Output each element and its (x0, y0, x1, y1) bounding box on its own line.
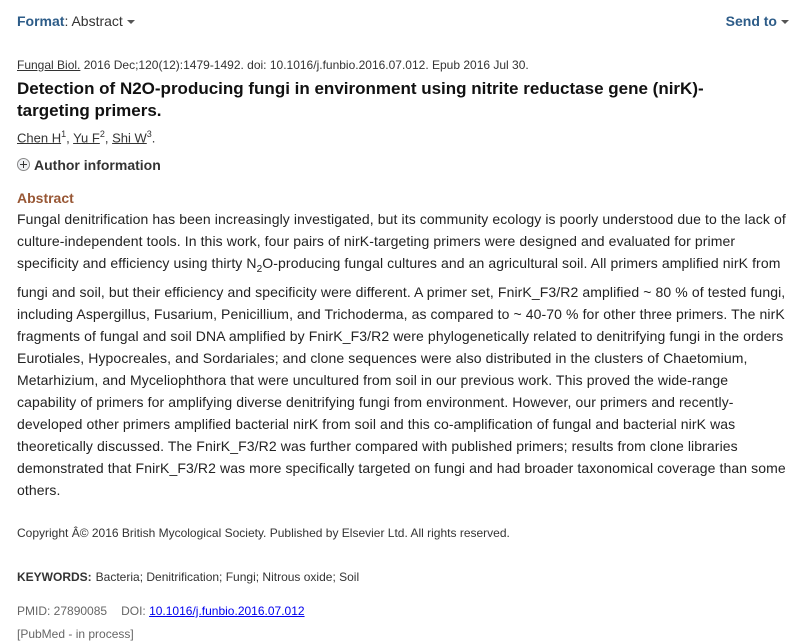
abstract-heading: Abstract (17, 190, 74, 206)
abstract-text-part: O-producing fungal cultures and an agricultural soil. All primers amplified nirK from fungi and soil, but their efficiency and specificity were different. A primer set, FnirK_F3/R2 amplified ~ 80 % of tested fungi, including Aspergillus, Fusarium, Penicillium, and Trichoderma, as compared to ~ 40-70 % for other three primers. The nirK fragments of fungal and soil DNA amplified by FnirK_F3/R2 were phylogenetically related to denitrifying fungi in the orders Eurotiales, Hypocreales, and Sordariales; and clone sequences were also distributed in the clusters of Chaetomium, Metarhizium, and Myceliophthora that were uncultured from soil in our previous work. This proved the wide-range capability of primers for amplifying diverse denitrifying fungi from environment. However, our primers and recently-developed other primers amplified bacterial nirK from soil and this co-amplification of fungal and bacterial nirK was theoretically discussed. The FnirK_F3/R2 was further compared with published primers; results from clone libraries demonstrated that FnirK_F3/R2 was more specifically targeted on fungi and had broader taxonomical coverage than some others. (17, 255, 786, 498)
keywords-values: Bacteria; Denitrification; Fungi; Nitrous oxide; Soil (95, 570, 360, 584)
send-to-label: Send to (725, 13, 777, 29)
abstract-text (17, 208, 789, 501)
author-link[interactable]: Chen H (17, 130, 62, 146)
identifiers (17, 604, 305, 618)
article-title: Detection of N2O-producing fungi in environment using nitrite reductase gene (nirK)-targeting primers. (17, 79, 704, 120)
pmid: PMID: 27890085 (17, 604, 108, 618)
abstract-subscript: 2 (256, 263, 263, 275)
top-bar (17, 13, 789, 33)
author-link[interactable]: Shi W (112, 130, 147, 146)
author-affiliation-number[interactable]: 3 (146, 129, 152, 139)
journal-link[interactable]: Fungal Biol. (17, 58, 81, 72)
abstract-text-part: Fungal denitrification has been increasingly investigated, but its community ecology is poorly understood due to the lack of culture-independent tools. In this work, four pairs of nirK-targeting primers were designed and evaluated for primer specificity and efficiency using thirty N (17, 211, 786, 271)
author-affiliation-number[interactable]: 1 (61, 129, 67, 139)
author-affiliation-number[interactable]: 2 (99, 129, 105, 139)
citation (17, 58, 529, 72)
format-value: Abstract (71, 13, 123, 29)
chevron-down-icon (127, 20, 135, 24)
expand-plus-icon[interactable] (17, 158, 30, 171)
keywords (17, 570, 359, 584)
format-label: Format (17, 13, 65, 29)
author-list: Chen $H^1$, Yu $F^2$, Shi $W^3$. (17, 129, 156, 146)
pubmed-status: [PubMed - in process] (17, 627, 134, 641)
author-information-toggle[interactable] (17, 157, 161, 173)
citation-details: 2016 Dec;120(12):1479-1492. doi: 10.1016/j.funbio.2016.07.012. Epub 2016 Jul 30. (83, 58, 529, 72)
chevron-down-icon (781, 20, 789, 24)
copyright-notice: Copyright Â© 2016 British Mycological Society. Published by Elsevier Ltd. All rights reserved. (17, 526, 510, 540)
keywords-label: KEYWORDS: (17, 570, 92, 584)
doi-link[interactable]: 10.1016/j.funbio.2016.07.012 (149, 604, 305, 618)
doi-label: DOI: (121, 604, 146, 618)
author-link[interactable]: Yu F (73, 130, 100, 146)
author-information-label: Author information (34, 157, 161, 173)
format-selector[interactable]: Format: Abstract (17, 13, 135, 29)
send-to-button[interactable] (726, 13, 789, 29)
